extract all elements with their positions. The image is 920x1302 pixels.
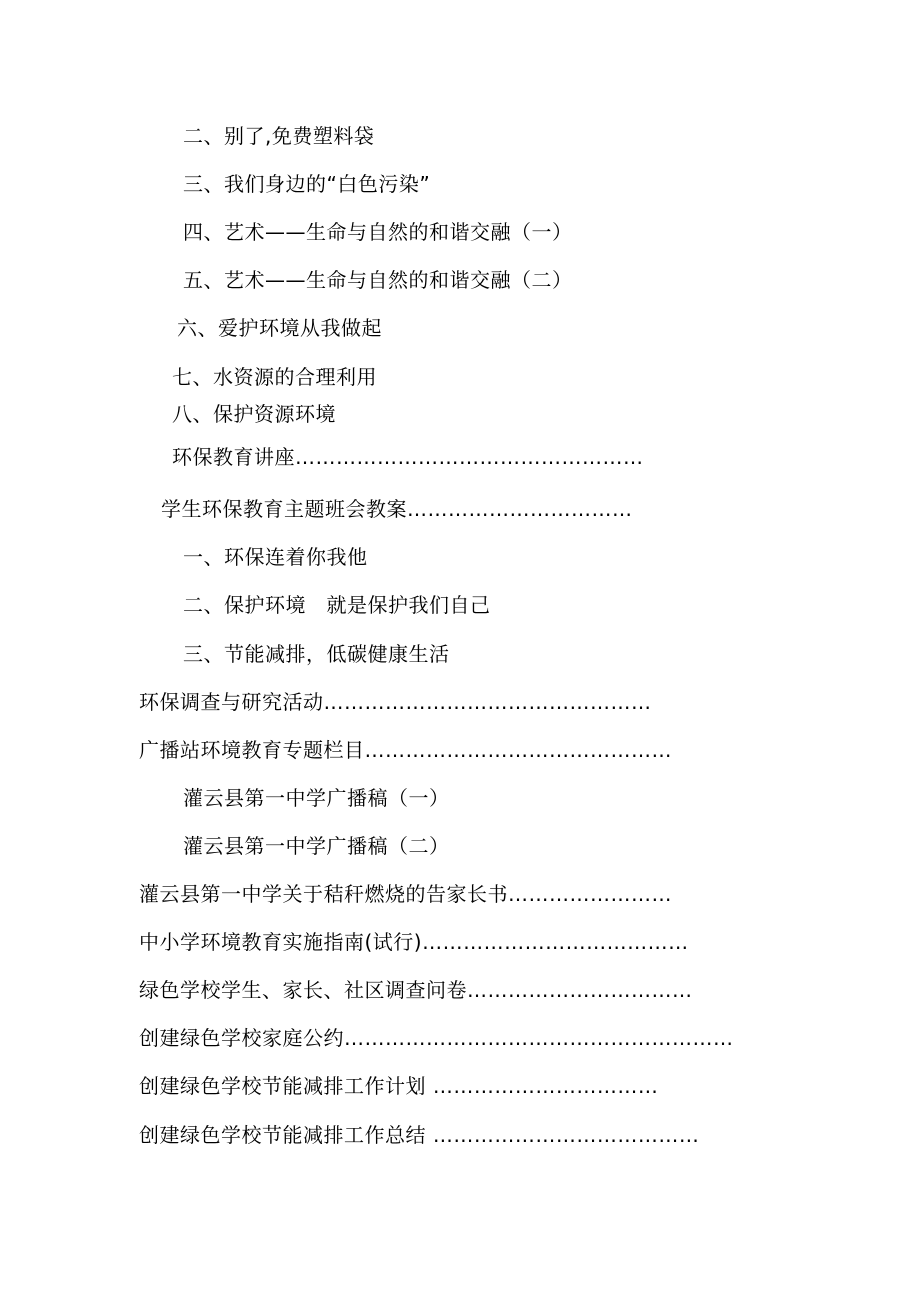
toc-entry: 二、保护环境 就是保护我们自己: [183, 593, 491, 617]
toc-entry: 环保调查与研究活动…………………………………………: [139, 690, 652, 714]
toc-entry: 八、保护资源环境: [172, 402, 336, 426]
toc-entry: 灌云县第一中学广播稿（一）: [183, 786, 450, 810]
toc-entry: 二、别了,免费塑料袋: [183, 124, 375, 148]
toc-entry: 创建绿色学校家庭公约…………………………………………………: [139, 1026, 734, 1050]
toc-entry: 绿色学校学生、家长、社区调查问卷……………………………: [139, 978, 693, 1002]
toc-entry: 创建绿色学校节能减排工作总结 …………………………………: [139, 1123, 700, 1147]
toc-entry: 七、水资源的合理利用: [172, 365, 377, 389]
toc-entry: 灌云县第一中学关于秸秆燃烧的告家长书……………………: [139, 882, 672, 906]
toc-entry: 中小学环境教育实施指南(试行)…………………………………: [139, 930, 689, 954]
toc-entry: 三、节能减排，低碳健康生活: [183, 642, 450, 666]
toc-entry: 五、艺术——生命与自然的和谐交融（二）: [183, 268, 573, 292]
toc-entry: 一、环保连着你我他: [183, 545, 368, 569]
toc-entry: 环保教育讲座……………………………………………: [172, 445, 644, 469]
toc-entry: 四、艺术——生命与自然的和谐交融（一）: [183, 220, 573, 244]
toc-entry: 灌云县第一中学广播稿（二）: [183, 834, 450, 858]
toc-entry: 创建绿色学校节能减排工作计划 ……………………………: [139, 1074, 659, 1098]
toc-entry: 学生环保教育主题班会教案……………………………: [161, 497, 633, 521]
toc-entry: 广播站环境教育专题栏目………………………………………: [139, 738, 672, 762]
toc-entry: 六、爱护环境从我做起: [177, 316, 382, 340]
toc-entry: 三、我们身边的“白色污染”: [183, 172, 431, 196]
